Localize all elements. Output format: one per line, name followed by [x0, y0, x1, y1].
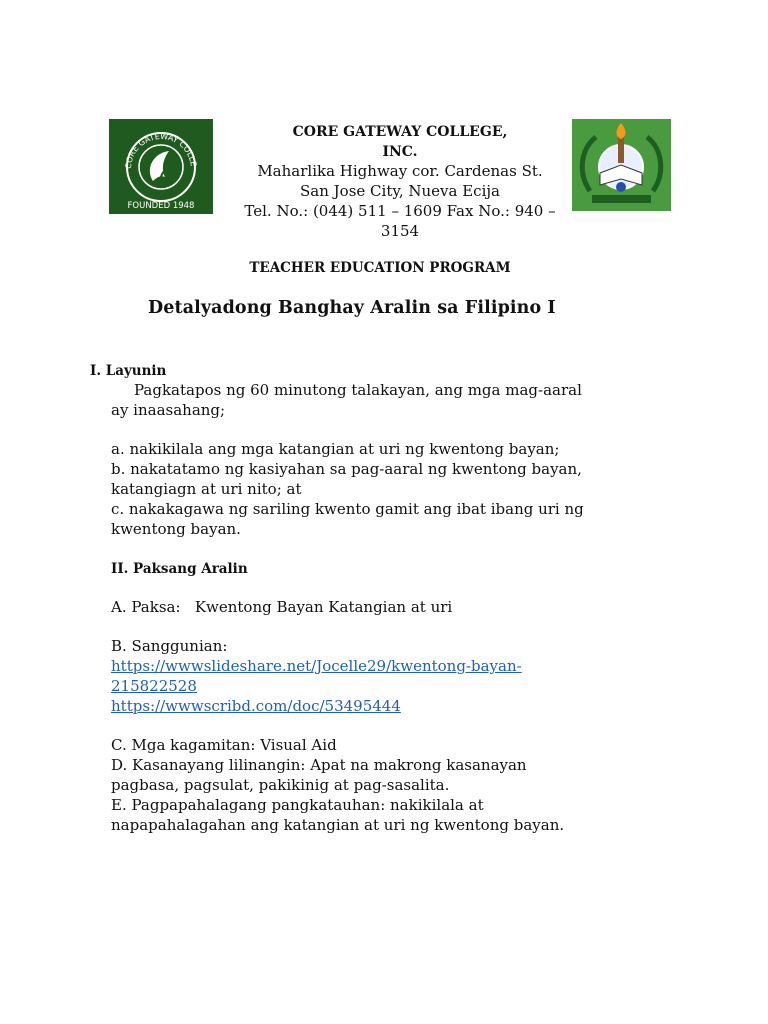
kasanayan-line2: pagbasa, pagsulat, pakikinig at pag-sasalita. — [111, 776, 450, 794]
address-line1: Maharlika Highway cor. Cardenas St. — [257, 162, 543, 180]
logo-founded-text: FOUNDED 1948 — [127, 201, 195, 211]
sanggunian-label: B. Sanggunian: — [111, 637, 228, 655]
college-name-line1: CORE GATEWAY COLLEGE, — [292, 124, 508, 140]
objective-a: a. nakikilala ang mga katangian at uri ng kwentong bayan; — [111, 440, 560, 458]
layunin-intro-line1: Pagkatapos ng 60 minutong talakayan, ang mga mag-aaral — [134, 381, 582, 399]
college-seal-right — [572, 119, 671, 211]
college-logo-left — [109, 119, 213, 214]
contact-line1: Tel. No.: (044) 511 – 1609 Fax No.: 940 – — [244, 202, 556, 220]
college-name-line2: INC. — [382, 144, 418, 160]
objective-c-line1: c. nakakagawa ng sariling kwento gamit ang ibat ibang uri ng — [111, 500, 584, 518]
reference-link-scribd[interactable]: https://wwwscribd.com/doc/53495444 — [111, 697, 401, 715]
reference-link-slideshare[interactable]: https://wwwslideshare.net/Jocelle29/kwentong-bayan- — [111, 657, 522, 675]
reference-link-slideshare-cont[interactable]: 215822528 — [111, 677, 197, 695]
objective-c-line2: kwentong bayan. — [111, 520, 241, 538]
program-heading: TEACHER EDUCATION PROGRAM — [249, 260, 511, 276]
section-paksang-aralin-heading: II. Paksang Aralin — [111, 561, 248, 577]
pagpapahalaga-line2: napapahalagahan ang katangian at uri ng kwentong bayan. — [111, 816, 565, 834]
kagamitan-line: C. Mga kagamitan: Visual Aid — [111, 736, 337, 754]
address-line2: San Jose City, Nueva Ecija — [300, 182, 500, 200]
section-layunin-heading: I. Layunin — [90, 363, 167, 379]
objective-b-line2: katangiagn at uri nito; at — [111, 480, 302, 498]
contact-line2: 3154 — [380, 222, 420, 240]
document-title: Detalyadong Banghay Aralin sa Filipino I — [148, 298, 556, 318]
pagpapahalaga-line1: E. Pagpapahalagang pangkatauhan: nakikilala at — [111, 796, 484, 814]
layunin-intro-line2: ay inaasahang; — [111, 401, 226, 419]
objective-b-line1: b. nakatatamo ng kasiyahan sa pag-aaral ng kwentong bayan, — [111, 460, 582, 478]
paksa-line: A. Paksa: Kwentong Bayan Katangian at uri — [111, 598, 453, 616]
kasanayan-line1: D. Kasanayang lilinangin: Apat na makrong kasanayan — [111, 756, 527, 774]
logo-ring-text: CORE GATEWAY COLLE — [123, 131, 198, 170]
